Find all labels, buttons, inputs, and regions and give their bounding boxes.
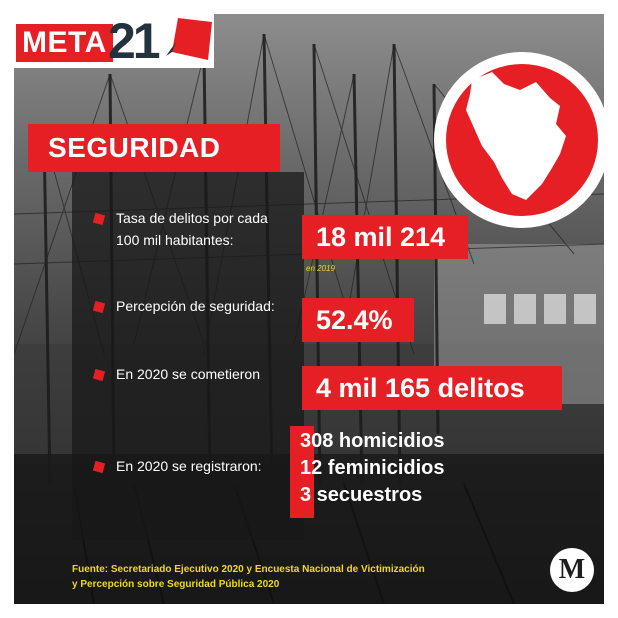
section-title: SEGURIDAD: [28, 124, 280, 172]
stat-label: En 2020 se registraron:: [116, 458, 262, 474]
list-item: 308 homicidios: [300, 430, 445, 452]
source-line: y Percepción sobre Seguridad Pública 2020: [72, 579, 280, 590]
stat-label: Tasa de delitos por cada: [116, 210, 268, 226]
source-line: Fuente: Secretariado Ejecutivo 2020 y Encuesta Nacional de Victimización: [72, 564, 425, 575]
stat-value: 52.4%: [302, 298, 414, 342]
stat-note: en 2019: [306, 264, 335, 273]
stat-label: 100 mil habitantes:: [116, 232, 234, 248]
logo-number: 21: [108, 13, 158, 69]
list-item: 3 secuestros: [300, 484, 423, 506]
stat-label: Percepción de seguridad:: [116, 298, 275, 314]
stat-value: 18 mil 214: [302, 215, 468, 259]
logo-meta-text: META: [16, 24, 113, 62]
state-map-icon: [432, 50, 612, 230]
source-note: [72, 562, 512, 592]
brand-logo-icon: M: [550, 548, 594, 592]
stat-value: 4 mil 165 delitos: [302, 366, 562, 410]
stat-label: En 2020 se cometieron: [116, 366, 260, 382]
logo-red-square-icon: [166, 12, 218, 68]
list-item: 12 feminicidios: [300, 457, 445, 479]
